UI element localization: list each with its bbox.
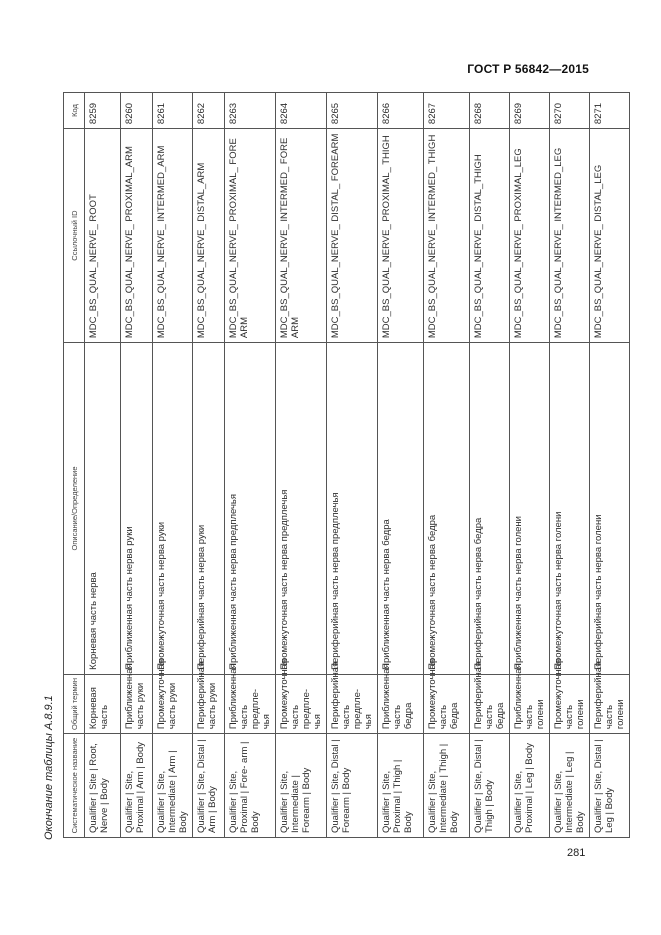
cell-code: 8263 bbox=[225, 93, 276, 129]
cell-systematic-name: Qualifier | Site, Intermediate | Leg | Body bbox=[550, 734, 590, 838]
table-row bbox=[121, 93, 153, 838]
table-row bbox=[327, 93, 378, 838]
cell-description: Промежуточная часть нерва предплечья bbox=[276, 343, 327, 675]
cell-description: Промежуточная часть нерва бедра bbox=[424, 343, 470, 675]
table-row bbox=[510, 93, 550, 838]
cell-systematic-name: Qualifier | Site, Intermediate | Thigh | Body bbox=[424, 734, 470, 838]
cell-common-term: Корневая часть bbox=[85, 674, 121, 733]
cell-code: 8269 bbox=[510, 93, 550, 129]
cell-reference-id: MDC_BS_QUAL_NERVE_ DISTAL_ARM bbox=[193, 129, 225, 343]
cell-systematic-name: Qualifier | Site, Distal | Forearm | Body bbox=[327, 734, 378, 838]
cell-common-term: Промежуточная часть предпле- чья bbox=[276, 674, 327, 733]
cell-reference-id: MDC_BS_QUAL_NERVE_ PROXIMAL_ THIGH bbox=[378, 129, 424, 343]
table-row bbox=[193, 93, 225, 838]
cell-reference-id: MDC_BS_QUAL_NERVE_ ROOT bbox=[85, 129, 121, 343]
cell-description: Периферийная часть нерва руки bbox=[193, 343, 225, 675]
cell-reference-id: MDC_BS_QUAL_NERVE_ INTERMED_ARM bbox=[153, 129, 193, 343]
cell-systematic-name: Qualifier | Site, Proximal | Fore- arm | Body bbox=[225, 734, 276, 838]
table-row bbox=[590, 93, 630, 838]
cell-common-term: Промежуточная часть бедра bbox=[424, 674, 470, 733]
table-row bbox=[153, 93, 193, 838]
cell-code: 8260 bbox=[121, 93, 153, 129]
cell-code: 8270 bbox=[550, 93, 590, 129]
column-header-description: Описание/Определение bbox=[64, 343, 85, 675]
table-header-row bbox=[64, 93, 85, 838]
cell-description: Приближенная часть нерва руки bbox=[121, 343, 153, 675]
cell-reference-id: MDC_BS_QUAL_NERVE_ DISTAL_THIGH bbox=[470, 129, 510, 343]
cell-code: 8266 bbox=[378, 93, 424, 129]
table-row bbox=[85, 93, 121, 838]
standard-header: ГОСТ Р 56842—2015 bbox=[467, 62, 589, 76]
cell-code: 8265 bbox=[327, 93, 378, 129]
cell-reference-id: MDC_BS_QUAL_NERVE_ PROXIMAL_LEG bbox=[510, 129, 550, 343]
cell-reference-id: MDC_BS_QUAL_NERVE_ DISTAL_LEG bbox=[590, 129, 630, 343]
cell-description: Приближенная часть нерва бедра bbox=[378, 343, 424, 675]
cell-systematic-name: Qualifier | Site, Proximal | Thigh | Body bbox=[378, 734, 424, 838]
cell-reference-id: MDC_BS_QUAL_NERVE_ DISTAL_ FOREARM bbox=[327, 129, 378, 343]
cell-reference-id: MDC_BS_QUAL_NERVE_ PROXIMAL_ FOREARM bbox=[225, 129, 276, 343]
cell-common-term: Периферийная часть руки bbox=[193, 674, 225, 733]
cell-description: Периферийная часть нерва предплечья bbox=[327, 343, 378, 675]
cell-systematic-name: Qualifier | Site, Intermediate | Arm | Body bbox=[153, 734, 193, 838]
cell-description: Приближенная часть нерва голени bbox=[510, 343, 550, 675]
column-header-code: Код bbox=[64, 93, 85, 129]
cell-systematic-name: Qualifier | Site, Distal | Thigh | Body bbox=[470, 734, 510, 838]
cell-reference-id: MDC_BS_QUAL_NERVE_ PROXIMAL_ARM bbox=[121, 129, 153, 343]
cell-systematic-name: Qualifier | Site, Proximal | Leg | Body bbox=[510, 734, 550, 838]
rotated-table-container bbox=[63, 92, 626, 838]
cell-description: Промежуточная часть нерва руки bbox=[153, 343, 193, 675]
nerve-site-table bbox=[63, 92, 630, 838]
cell-common-term: Промежуточная часть голени bbox=[550, 674, 590, 733]
cell-common-term: Периферийная часть голени bbox=[590, 674, 630, 733]
column-header-reference-id: Ссылочный ID bbox=[64, 129, 85, 343]
cell-systematic-name: Qualifier | Site, Proximal | Arm | Body bbox=[121, 734, 153, 838]
cell-code: 8268 bbox=[470, 93, 510, 129]
cell-common-term: Периферийная часть бедра bbox=[470, 674, 510, 733]
cell-common-term: Приближенная часть руки bbox=[121, 674, 153, 733]
cell-code: 8267 bbox=[424, 93, 470, 129]
cell-systematic-name: Qualifier | Site, Distal | Leg | Body bbox=[590, 734, 630, 838]
cell-description: Приближенная часть нерва предплечья bbox=[225, 343, 276, 675]
cell-description: Корневая часть нерва bbox=[85, 343, 121, 675]
column-header-common-term: Общий термин bbox=[64, 674, 85, 733]
cell-reference-id: MDC_BS_QUAL_NERVE_ INTERMED_LEG bbox=[550, 129, 590, 343]
cell-description: Промежуточная часть нерва голени bbox=[550, 343, 590, 675]
cell-systematic-name: Qualifier | Site, Intermediate | Forearm | Body bbox=[276, 734, 327, 838]
cell-description: Периферийная часть нерва голени bbox=[590, 343, 630, 675]
cell-code: 8261 bbox=[153, 93, 193, 129]
cell-code: 8271 bbox=[590, 93, 630, 129]
cell-common-term: Приближенная часть предпле- чья bbox=[225, 674, 276, 733]
column-header-systematic-name: Систематическое название bbox=[64, 734, 85, 838]
table-row bbox=[470, 93, 510, 838]
cell-code: 8259 bbox=[85, 93, 121, 129]
cell-reference-id: MDC_BS_QUAL_NERVE_ INTERMED_ FOREARM bbox=[276, 129, 327, 343]
table-row bbox=[225, 93, 276, 838]
table-row bbox=[424, 93, 470, 838]
cell-code: 8262 bbox=[193, 93, 225, 129]
cell-common-term: Приближенная часть голени bbox=[510, 674, 550, 733]
cell-common-term: Приближенная часть бедра bbox=[378, 674, 424, 733]
table-row bbox=[276, 93, 327, 838]
cell-reference-id: MDC_BS_QUAL_NERVE_ INTERMED_ THIGH bbox=[424, 129, 470, 343]
cell-systematic-name: Qualifier | Site, Distal | Arm | Body bbox=[193, 734, 225, 838]
cell-code: 8264 bbox=[276, 93, 327, 129]
table-caption: Окончание таблицы А.8.9.1 bbox=[43, 695, 55, 840]
table-row bbox=[550, 93, 590, 838]
table-row bbox=[378, 93, 424, 838]
page-number: 281 bbox=[567, 847, 586, 859]
cell-description: Периферийная часть нерва бедра bbox=[470, 343, 510, 675]
cell-common-term: Промежуточная часть руки bbox=[153, 674, 193, 733]
cell-common-term: Периферийная часть предпле- чья bbox=[327, 674, 378, 733]
cell-systematic-name: Qualifier | Site | Root, Nerve | Body bbox=[85, 734, 121, 838]
